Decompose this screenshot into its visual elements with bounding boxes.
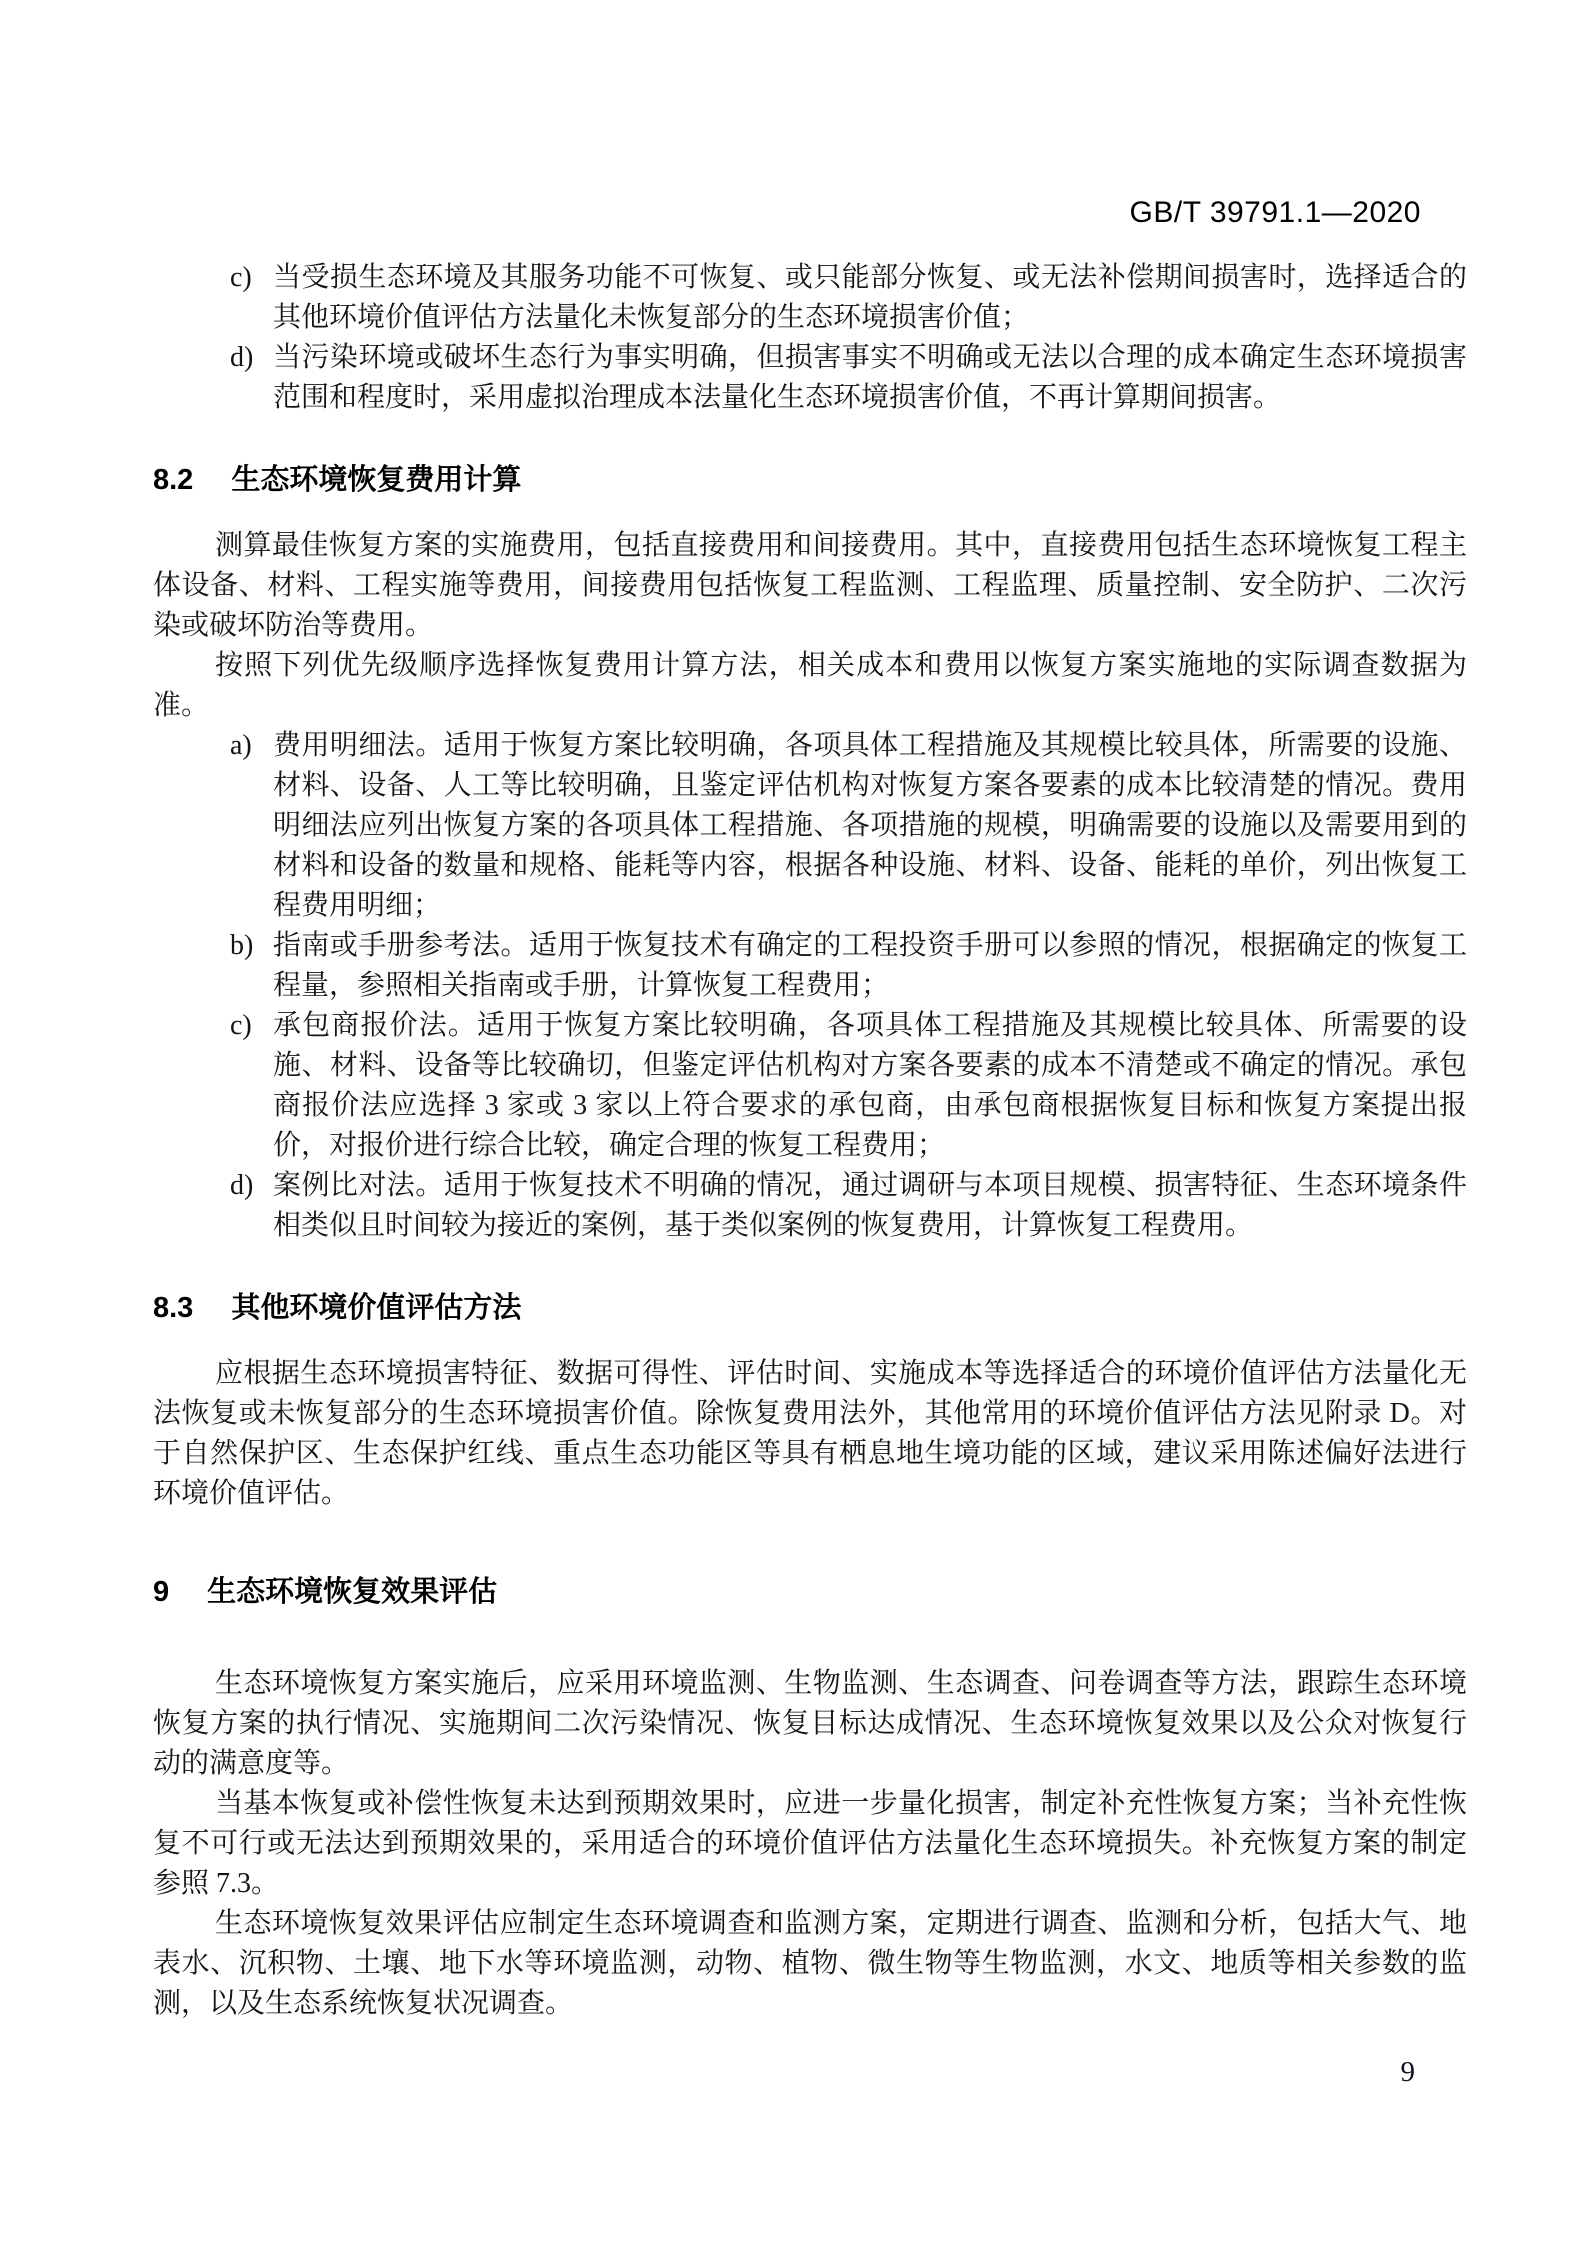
body-paragraph: 生态环境恢复效果评估应制定生态环境调查和监测方案，定期进行调查、监测和分析，包括大气、地表水、沉积物、土壤、地下水等环境监测，动物、植物、微生物等生物监测，水文、地质等相关参数的监测，以及生态系统恢复状况调查。 — [153, 1908, 1467, 2019]
list-item-label: d) — [230, 1170, 254, 1201]
list-item-text: 承包商报价法。适用于恢复方案比较明确，各项具体工程措施及其规模比较具体、所需要的设施、材料、设备等比较确切，但鉴定评估机构对方案各要素的成本不清楚或不确定的情况。承包商报价法应选择 3 家或 3 家以上符合要求的承包商，由承包商根据恢复目标和恢复方案提出报价，对报价进行综合比较，确定合理的恢复工程费用； — [273, 1010, 1467, 1161]
section-heading-8-2 — [153, 460, 1467, 500]
clause-number: 8.3 — [153, 1292, 194, 1324]
list-item — [153, 1006, 1467, 1166]
list-item-label: c) — [230, 1010, 252, 1041]
list-item-text: 当受损生态环境及其服务功能不可恢复、或只能部分恢复、或无法补偿期间损害时，选择适合的其他环境价值评估方法量化未恢复部分的生态环境损害价值； — [273, 262, 1467, 333]
body-paragraph: 按照下列优先级顺序选择恢复费用计算方法，相关成本和费用以恢复方案实施地的实际调查数据为准。 — [153, 650, 1467, 721]
section-heading-8-3 — [153, 1288, 1467, 1328]
list-item-text: 指南或手册参考法。适用于恢复技术有确定的工程投资手册可以参照的情况，根据确定的恢复工程量，参照相关指南或手册，计算恢复工程费用； — [273, 930, 1467, 1001]
clause-number: 9 — [153, 1576, 170, 1608]
list-item — [153, 726, 1467, 926]
page-body — [153, 258, 1467, 2024]
list-item — [153, 1166, 1467, 1246]
list-item — [153, 338, 1467, 418]
list-item-label: d) — [230, 342, 254, 373]
list-item-text: 当污染环境或破坏生态行为事实明确，但损害事实不明确或无法以合理的成本确定生态环境损害范围和程度时，采用虚拟治理成本法量化生态环境损害价值，不再计算期间损害。 — [273, 342, 1467, 413]
body-paragraph: 当基本恢复或补偿性恢复未达到预期效果时，应进一步量化损害，制定补充性恢复方案；当补充性恢复不可行或无法达到预期效果的，采用适合的环境价值评估方法量化生态环境损失。补充恢复方案的制定参照 7.3。 — [153, 1788, 1467, 1899]
clause-number: 8.2 — [153, 464, 194, 496]
clause-title: 其他环境价值评估方法 — [231, 1292, 522, 1324]
list-item-label: a) — [230, 730, 252, 761]
list-item — [153, 258, 1467, 338]
list-item-text: 费用明细法。适用于恢复方案比较明确，各项具体工程措施及其规模比较具体，所需要的设施、材料、设备、人工等比较明确，且鉴定评估机构对恢复方案各要素的成本比较清楚的情况。费用明细法应列出恢复方案的各项具体工程措施、各项措施的规模，明确需要的设施以及需要用到的材料和设备的数量和规格、能耗等内容，根据各种设施、材料、设备、能耗的单价，列出恢复工程费用明细； — [273, 730, 1467, 921]
chapter-heading-9 — [153, 1572, 1467, 1612]
standard-code-header: GB/T 39791.1—2020 — [1129, 196, 1421, 229]
list-item-label: b) — [230, 930, 254, 961]
body-paragraph: 测算最佳恢复方案的实施费用，包括直接费用和间接费用。其中，直接费用包括生态环境恢复工程主体设备、材料、工程实施等费用，间接费用包括恢复工程监测、工程监理、质量控制、安全防护、二次污染或破坏防治等费用。 — [153, 530, 1467, 641]
body-paragraph: 应根据生态环境损害特征、数据可得性、评估时间、实施成本等选择适合的环境价值评估方法量化无法恢复或未恢复部分的生态环境损害价值。除恢复费用法外，其他常用的环境价值评估方法见附录 D。对于自然保护区、生态保护红线、重点生态功能区等具有栖息地生境功能的区域，建议采用陈述偏好法进行环境价值评估。 — [153, 1358, 1467, 1509]
list-item-text: 案例比对法。适用于恢复技术不明确的情况，通过调研与本项目规模、损害特征、生态环境条件相类似且时间较为接近的案例，基于类似案例的恢复费用，计算恢复工程费用。 — [273, 1170, 1467, 1241]
list-item-label: c) — [230, 262, 252, 293]
clause-title: 生态环境恢复费用计算 — [231, 464, 522, 496]
body-paragraph: 生态环境恢复方案实施后，应采用环境监测、生物监测、生态调查、问卷调查等方法，跟踪生态环境恢复方案的执行情况、实施期间二次污染情况、恢复目标达成情况、生态环境恢复效果以及公众对恢复行动的满意度等。 — [153, 1668, 1467, 1779]
page-number: 9 — [1400, 2056, 1415, 2088]
clause-title: 生态环境恢复效果评估 — [207, 1576, 498, 1608]
list-item — [153, 926, 1467, 1006]
